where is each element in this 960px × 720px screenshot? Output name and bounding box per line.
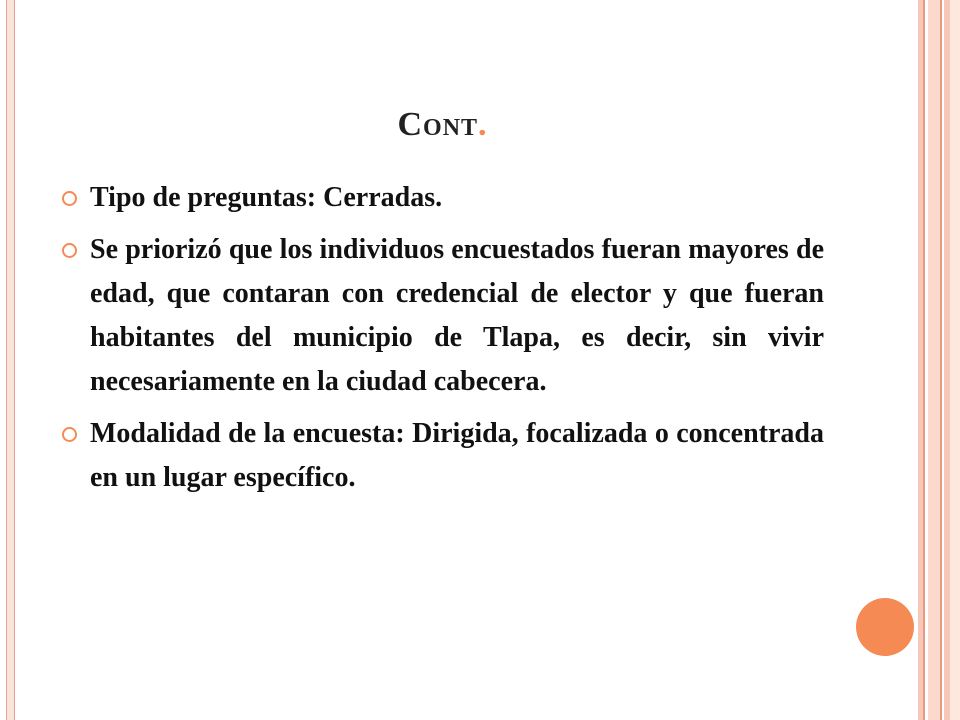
right-decorative-stripe [950,0,960,720]
bullet-item [60,176,824,220]
bullet-ring-icon [62,191,77,206]
bullet-ring-icon [62,427,77,442]
bullet-text: Tipo de preguntas: Cerradas. [90,182,443,213]
right-decorative-stripe [940,0,942,720]
bullet-ring-icon [62,243,77,258]
decorative-orange-circle [856,598,914,656]
bullet-item [60,228,824,404]
slide-title-dot: . [478,106,488,143]
bullet-item [60,412,824,500]
bullet-text: Se priorizó que los individuos encuestados fueran mayores de edad, que contaran con credencial de elector y que fueran habitantes del municipio de Tlapa, es decir, sin vivir necesariamente en la ciudad cabecera. [90,234,824,397]
slide-title-text: Cont [397,106,479,143]
bullet-list [60,176,824,508]
bullet-text: Modalidad de la encuesta: Dirigida, focalizada o concentrada en un lugar específico. [90,418,824,493]
right-decorative-stripe [923,0,925,720]
slide-title [0,106,885,144]
right-decorative-stripe [928,0,940,720]
